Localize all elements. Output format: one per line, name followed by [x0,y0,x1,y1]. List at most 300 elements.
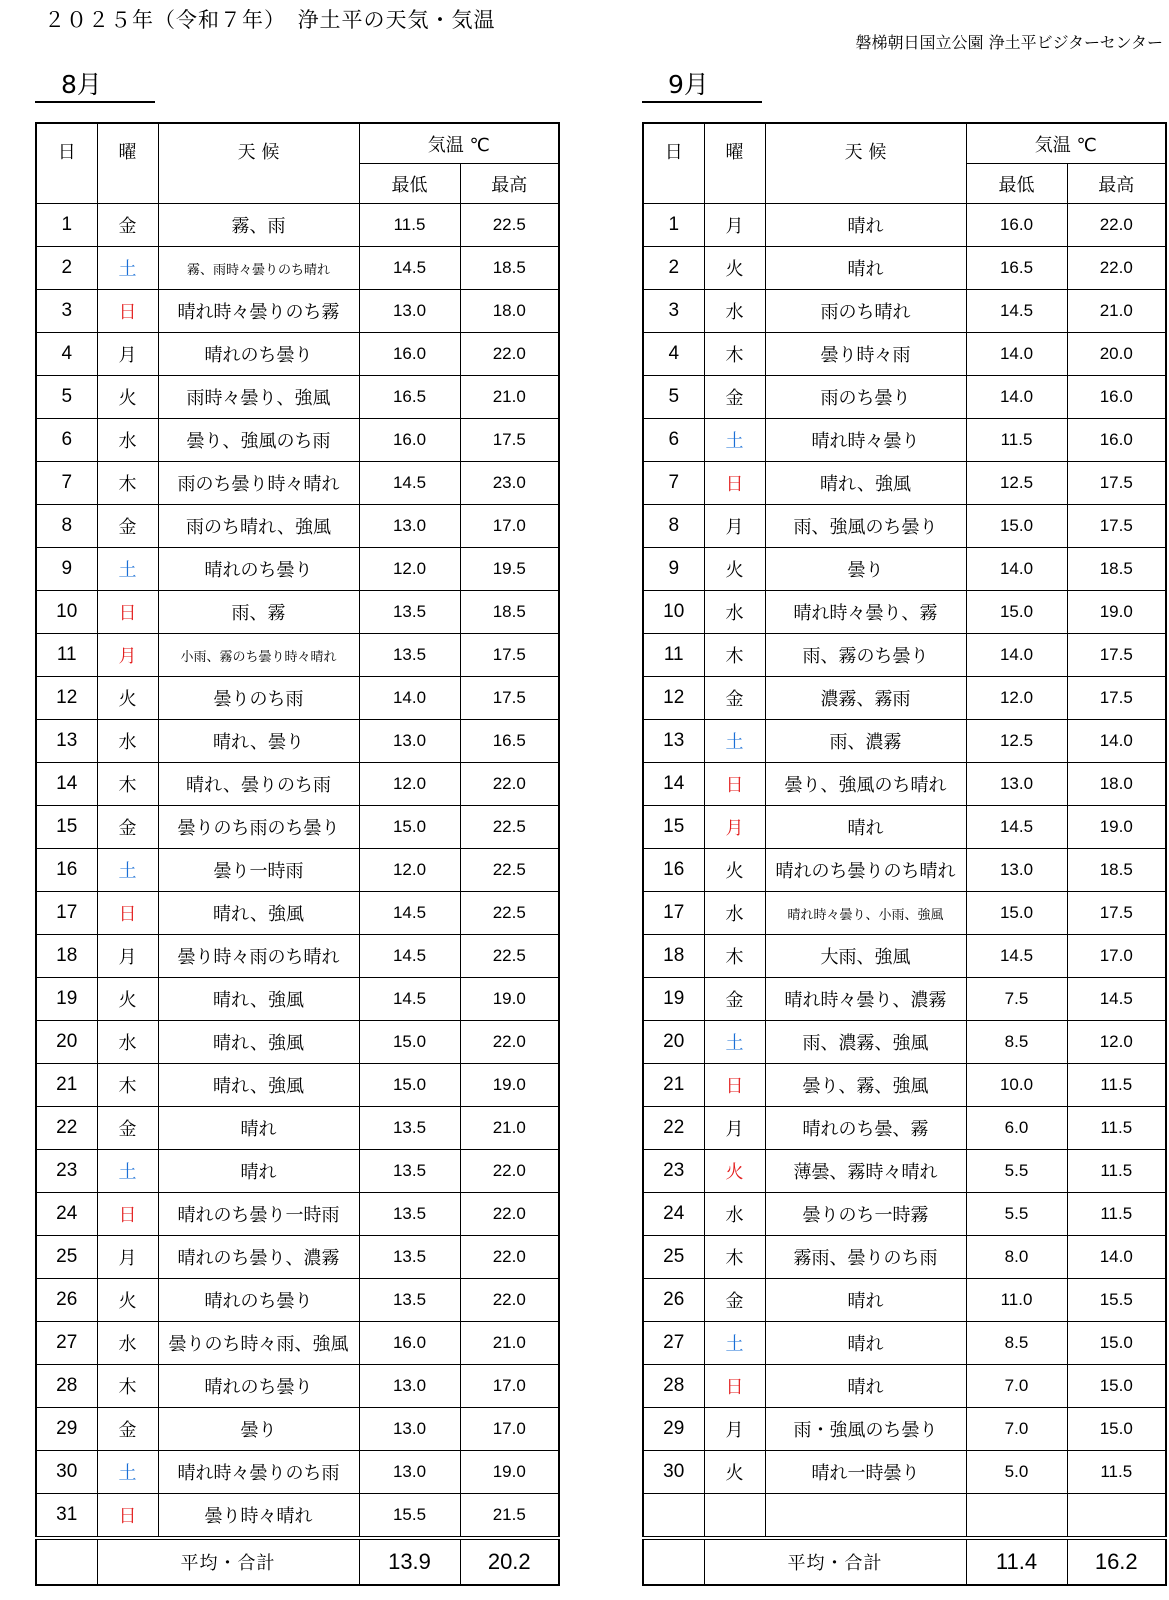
weekday-cell: 日 [704,763,765,806]
weather-cell: 晴れ、強風 [158,1064,359,1107]
min-temp-cell: 13.0 [359,1365,460,1408]
day-cell: 24 [643,1193,704,1236]
weather-cell: 雨・強風のち曇り [765,1408,966,1451]
table-row [36,763,559,806]
day-cell: 1 [36,204,97,247]
max-temp-cell: 19.0 [460,1064,559,1107]
max-temp-cell: 18.5 [460,247,559,290]
table-row [36,1451,559,1494]
table-row [36,1494,559,1539]
min-temp-cell: 13.0 [359,1451,460,1494]
weather-cell: 雨、濃霧、強風 [765,1021,966,1064]
table-row [36,1408,559,1451]
weekday-cell: 土 [704,720,765,763]
weather-cell: 曇りのち時々雨、強風 [158,1322,359,1365]
max-temp-cell: 22.0 [460,1279,559,1322]
table-row [643,1064,1166,1107]
max-temp-cell [1067,1494,1166,1539]
day-cell: 8 [36,505,97,548]
max-temp-cell: 17.5 [460,419,559,462]
table-row [643,419,1166,462]
table-row [643,935,1166,978]
average-label: 平均・合計 [704,1538,966,1585]
day-cell: 18 [643,935,704,978]
min-temp-cell: 15.5 [359,1494,460,1539]
max-temp-cell: 11.5 [1067,1064,1166,1107]
table-row [36,333,559,376]
weekday-cell: 火 [97,1279,158,1322]
min-temp-cell: 16.5 [359,376,460,419]
min-temp-cell: 14.0 [966,333,1067,376]
max-temp-cell: 22.0 [460,1150,559,1193]
max-temp-cell: 11.5 [1067,1150,1166,1193]
max-temp-cell: 17.0 [1067,935,1166,978]
table-row [36,1322,559,1365]
weekday-cell: 金 [97,204,158,247]
weather-cell: 曇りのち雨のち曇り [158,806,359,849]
header-temperature: 気温 ℃ [966,123,1166,164]
table-row [643,462,1166,505]
max-temp-cell: 17.5 [1067,505,1166,548]
table-row [36,677,559,720]
max-temp-cell: 22.0 [460,1193,559,1236]
table-row [36,462,559,505]
weekday-cell: 土 [704,1322,765,1365]
max-temp-cell: 22.5 [460,806,559,849]
day-cell: 13 [643,720,704,763]
max-temp-cell: 22.5 [460,849,559,892]
day-cell: 8 [643,505,704,548]
weather-cell: 雨、霧 [158,591,359,634]
weekday-cell: 月 [704,1107,765,1150]
max-temp-cell: 14.0 [1067,720,1166,763]
weather-cell: 晴れ [158,1150,359,1193]
min-temp-cell: 5.5 [966,1150,1067,1193]
table-row [643,892,1166,935]
weekday-cell: 水 [704,290,765,333]
day-cell: 19 [36,978,97,1021]
max-temp-cell: 16.5 [460,720,559,763]
max-temp-cell: 21.0 [460,376,559,419]
max-temp-cell: 17.5 [1067,677,1166,720]
weekday-cell: 日 [704,462,765,505]
weekday-cell: 日 [97,290,158,333]
day-cell: 17 [643,892,704,935]
max-temp-cell: 14.5 [1067,978,1166,1021]
table-row [643,1322,1166,1365]
weather-cell [765,1494,966,1539]
max-temp-cell: 16.0 [1067,376,1166,419]
day-cell: 23 [643,1150,704,1193]
min-temp-cell: 14.0 [966,548,1067,591]
weekday-cell: 金 [97,1107,158,1150]
day-cell: 30 [36,1451,97,1494]
max-temp-cell: 17.5 [460,634,559,677]
max-temp-cell: 17.5 [1067,462,1166,505]
min-temp-cell: 15.0 [966,591,1067,634]
weekday-cell: 金 [704,1279,765,1322]
average-min: 11.4 [966,1538,1067,1585]
weather-cell: 晴れのち曇、霧 [765,1107,966,1150]
table-row [643,1279,1166,1322]
min-temp-cell: 15.0 [966,505,1067,548]
header-day: 日 [36,123,97,204]
max-temp-cell: 14.0 [1067,1236,1166,1279]
weather-cell: 曇り [765,548,966,591]
day-cell: 7 [643,462,704,505]
max-temp-cell: 23.0 [460,462,559,505]
weekday-cell: 日 [97,591,158,634]
min-temp-cell: 15.0 [359,806,460,849]
day-cell: 11 [36,634,97,677]
max-temp-cell: 18.5 [1067,548,1166,591]
day-cell: 29 [36,1408,97,1451]
min-temp-cell: 13.0 [359,720,460,763]
weekday-cell: 金 [704,677,765,720]
weekday-cell: 火 [97,978,158,1021]
day-cell: 26 [643,1279,704,1322]
day-cell: 1 [643,204,704,247]
min-temp-cell: 12.0 [966,677,1067,720]
max-temp-cell: 18.5 [1067,849,1166,892]
weather-cell: 薄曇、霧時々晴れ [765,1150,966,1193]
average-max: 16.2 [1067,1538,1166,1585]
day-cell: 10 [643,591,704,634]
max-temp-cell: 18.0 [1067,763,1166,806]
max-temp-cell: 15.0 [1067,1322,1166,1365]
header-weekday: 曜 [97,123,158,204]
max-temp-cell: 17.5 [1067,892,1166,935]
weather-cell: 曇り時々雨のち晴れ [158,935,359,978]
weather-cell: 晴れのち曇り [158,1365,359,1408]
max-temp-cell: 21.0 [1067,290,1166,333]
min-temp-cell: 8.5 [966,1322,1067,1365]
weather-cell: 小雨、霧のち曇り時々晴れ [158,634,359,677]
day-cell: 15 [36,806,97,849]
header-min: 最低 [359,164,460,204]
day-cell: 9 [36,548,97,591]
day-cell: 20 [36,1021,97,1064]
weather-cell: 曇りのち一時霧 [765,1193,966,1236]
table-row [643,1451,1166,1494]
day-cell: 6 [36,419,97,462]
weekday-cell: 火 [704,1451,765,1494]
table-row [36,1021,559,1064]
weekday-cell: 木 [97,1064,158,1107]
weather-cell: 晴れのち曇り [158,548,359,591]
weekday-cell: 木 [704,333,765,376]
max-temp-cell: 22.5 [460,935,559,978]
max-temp-cell: 22.0 [460,1021,559,1064]
min-temp-cell: 14.0 [966,634,1067,677]
max-temp-cell: 19.0 [1067,806,1166,849]
weather-cell: 晴れ時々曇りのち霧 [158,290,359,333]
min-temp-cell: 15.0 [359,1064,460,1107]
min-temp-cell: 10.0 [966,1064,1067,1107]
min-temp-cell: 8.5 [966,1021,1067,1064]
min-temp-cell: 16.0 [966,204,1067,247]
max-temp-cell: 21.0 [460,1322,559,1365]
day-cell: 7 [36,462,97,505]
day-cell: 30 [643,1451,704,1494]
min-temp-cell [966,1494,1067,1539]
table-row [643,376,1166,419]
day-cell: 27 [36,1322,97,1365]
day-cell: 31 [36,1494,97,1539]
min-temp-cell: 13.0 [359,505,460,548]
max-temp-cell: 11.5 [1067,1451,1166,1494]
weather-cell: 曇り一時雨 [158,849,359,892]
day-cell: 26 [36,1279,97,1322]
weather-cell: 曇り、強風のち雨 [158,419,359,462]
day-cell: 25 [36,1236,97,1279]
table-row [36,419,559,462]
min-temp-cell: 14.5 [359,892,460,935]
min-temp-cell: 13.5 [359,1150,460,1193]
weather-cell: 曇り時々晴れ [158,1494,359,1539]
weather-cell: 霧雨、曇りのち雨 [765,1236,966,1279]
table-row [643,1494,1166,1539]
day-cell: 5 [643,376,704,419]
day-cell: 15 [643,806,704,849]
table-row [643,978,1166,1021]
day-cell: 28 [36,1365,97,1408]
table-row [36,1107,559,1150]
max-temp-cell: 19.0 [460,978,559,1021]
day-cell: 19 [643,978,704,1021]
day-cell: 12 [643,677,704,720]
weather-cell: 晴れ時々曇り [765,419,966,462]
min-temp-cell: 12.0 [359,849,460,892]
day-cell: 14 [36,763,97,806]
table-row [36,720,559,763]
weather-cell: 雨のち曇り [765,376,966,419]
max-temp-cell: 20.0 [1067,333,1166,376]
weekday-cell: 木 [704,634,765,677]
min-temp-cell: 11.0 [966,1279,1067,1322]
weekday-cell: 水 [97,1322,158,1365]
day-cell: 2 [643,247,704,290]
weather-cell: 雨のち曇り時々晴れ [158,462,359,505]
max-temp-cell: 19.0 [460,1451,559,1494]
weekday-cell: 土 [97,548,158,591]
weekday-cell: 土 [97,849,158,892]
table-row [36,935,559,978]
weekday-cell: 月 [97,634,158,677]
min-temp-cell: 13.0 [966,763,1067,806]
table-row [643,677,1166,720]
table-row [643,333,1166,376]
weekday-cell: 月 [704,806,765,849]
day-cell: 21 [36,1064,97,1107]
weekday-cell: 水 [97,1021,158,1064]
weekday-cell: 火 [704,1150,765,1193]
min-temp-cell: 12.0 [359,763,460,806]
weather-cell: 濃霧、霧雨 [765,677,966,720]
min-temp-cell: 14.5 [359,247,460,290]
max-temp-cell: 11.5 [1067,1107,1166,1150]
max-temp-cell: 17.0 [460,1408,559,1451]
max-temp-cell: 22.5 [460,892,559,935]
max-temp-cell: 22.0 [460,1236,559,1279]
min-temp-cell: 11.5 [966,419,1067,462]
table-row [643,505,1166,548]
weekday-cell: 水 [97,720,158,763]
day-cell: 11 [643,634,704,677]
table-row [643,806,1166,849]
min-temp-cell: 12.5 [966,720,1067,763]
max-temp-cell: 12.0 [1067,1021,1166,1064]
weather-table-august [35,122,560,1586]
weather-cell: 晴れのち曇り一時雨 [158,1193,359,1236]
min-temp-cell: 14.5 [966,806,1067,849]
weekday-cell: 木 [704,935,765,978]
min-temp-cell: 13.0 [359,290,460,333]
day-cell: 22 [36,1107,97,1150]
table-row [36,247,559,290]
weekday-cell: 水 [704,591,765,634]
table-row [36,806,559,849]
table-row [643,247,1166,290]
min-temp-cell: 13.5 [359,1107,460,1150]
weather-cell: 雨、霧のち曇り [765,634,966,677]
table-row [643,1236,1166,1279]
page-title: ２０２５年（令和７年） 浄土平の天気・気温 [44,8,496,32]
min-temp-cell: 16.5 [966,247,1067,290]
table-row [36,591,559,634]
header-weather: 天 候 [158,123,359,204]
weekday-cell: 木 [97,763,158,806]
max-temp-cell: 19.0 [1067,591,1166,634]
month-label-september: 9月 [642,70,762,103]
max-temp-cell: 17.5 [1067,634,1166,677]
min-temp-cell: 14.0 [966,376,1067,419]
weekday-cell: 火 [97,376,158,419]
header-max: 最高 [460,164,559,204]
max-temp-cell: 15.5 [1067,1279,1166,1322]
max-temp-cell: 18.5 [460,591,559,634]
table-row [643,763,1166,806]
table-row [36,1236,559,1279]
weekday-cell: 金 [704,376,765,419]
day-cell: 21 [643,1064,704,1107]
weekday-cell: 金 [704,978,765,1021]
day-cell: 4 [36,333,97,376]
day-cell: 12 [36,677,97,720]
weekday-cell: 日 [704,1365,765,1408]
table-row [643,548,1166,591]
day-cell: 4 [643,333,704,376]
weekday-cell: 金 [97,1408,158,1451]
weather-cell: 曇り、強風のち晴れ [765,763,966,806]
table-row [643,290,1166,333]
weather-cell: 曇りのち雨 [158,677,359,720]
weather-cell: 雨、濃霧 [765,720,966,763]
table-row [36,634,559,677]
day-cell: 16 [643,849,704,892]
day-cell: 9 [643,548,704,591]
table-row [643,1107,1166,1150]
table-row [643,849,1166,892]
day-cell: 28 [643,1365,704,1408]
weather-cell: 曇り、霧、強風 [765,1064,966,1107]
min-temp-cell: 14.5 [966,935,1067,978]
header-temperature: 気温 ℃ [359,123,559,164]
max-temp-cell: 15.0 [1067,1365,1166,1408]
day-cell: 6 [643,419,704,462]
weekday-cell: 土 [97,1150,158,1193]
weather-cell: 晴れ、曇り [158,720,359,763]
day-cell: 25 [643,1236,704,1279]
min-temp-cell: 16.0 [359,333,460,376]
weather-cell: 霧、雨 [158,204,359,247]
min-temp-cell: 14.0 [359,677,460,720]
day-cell: 3 [36,290,97,333]
max-temp-cell: 22.0 [460,763,559,806]
table-row [36,1064,559,1107]
weather-cell: 晴れ [158,1107,359,1150]
table-row [643,634,1166,677]
min-temp-cell: 12.5 [966,462,1067,505]
table-row [643,591,1166,634]
max-temp-cell: 19.5 [460,548,559,591]
weather-cell: 晴れ [765,247,966,290]
weather-cell: 雨時々曇り、強風 [158,376,359,419]
average-label: 平均・合計 [97,1538,359,1585]
footer-empty [36,1538,97,1585]
table-row [36,849,559,892]
table-row [643,1150,1166,1193]
table-row [643,720,1166,763]
weekday-cell: 日 [704,1064,765,1107]
average-max: 20.2 [460,1538,559,1585]
weather-cell: 雨のち晴れ、強風 [158,505,359,548]
min-temp-cell: 7.5 [966,978,1067,1021]
table-row [643,1021,1166,1064]
weekday-cell: 土 [97,247,158,290]
weather-cell: 晴れのち曇り [158,333,359,376]
header-max: 最高 [1067,164,1166,204]
weekday-cell: 金 [97,806,158,849]
day-cell: 23 [36,1150,97,1193]
min-temp-cell: 13.5 [359,1236,460,1279]
weekday-cell: 月 [97,1236,158,1279]
header-day: 日 [643,123,704,204]
footer-empty [643,1538,704,1585]
table-row [36,1193,559,1236]
weather-cell: 霧、雨時々曇りのち晴れ [158,247,359,290]
weekday-cell: 木 [704,1236,765,1279]
day-cell: 14 [643,763,704,806]
table-row [36,978,559,1021]
day-cell: 17 [36,892,97,935]
table-row [36,505,559,548]
max-temp-cell: 15.0 [1067,1408,1166,1451]
min-temp-cell: 12.0 [359,548,460,591]
weekday-cell: 火 [704,247,765,290]
visitor-center-name: 磐梯朝日国立公園 浄土平ビジターセンター [855,33,1163,52]
min-temp-cell: 13.5 [359,591,460,634]
min-temp-cell: 6.0 [966,1107,1067,1150]
table-row [643,204,1166,247]
day-cell [643,1494,704,1539]
weekday-cell: 月 [704,204,765,247]
weekday-cell: 火 [97,677,158,720]
weather-cell: 晴れ [765,806,966,849]
max-temp-cell: 22.0 [460,333,559,376]
min-temp-cell: 5.5 [966,1193,1067,1236]
weather-cell: 晴れのち曇りのち晴れ [765,849,966,892]
